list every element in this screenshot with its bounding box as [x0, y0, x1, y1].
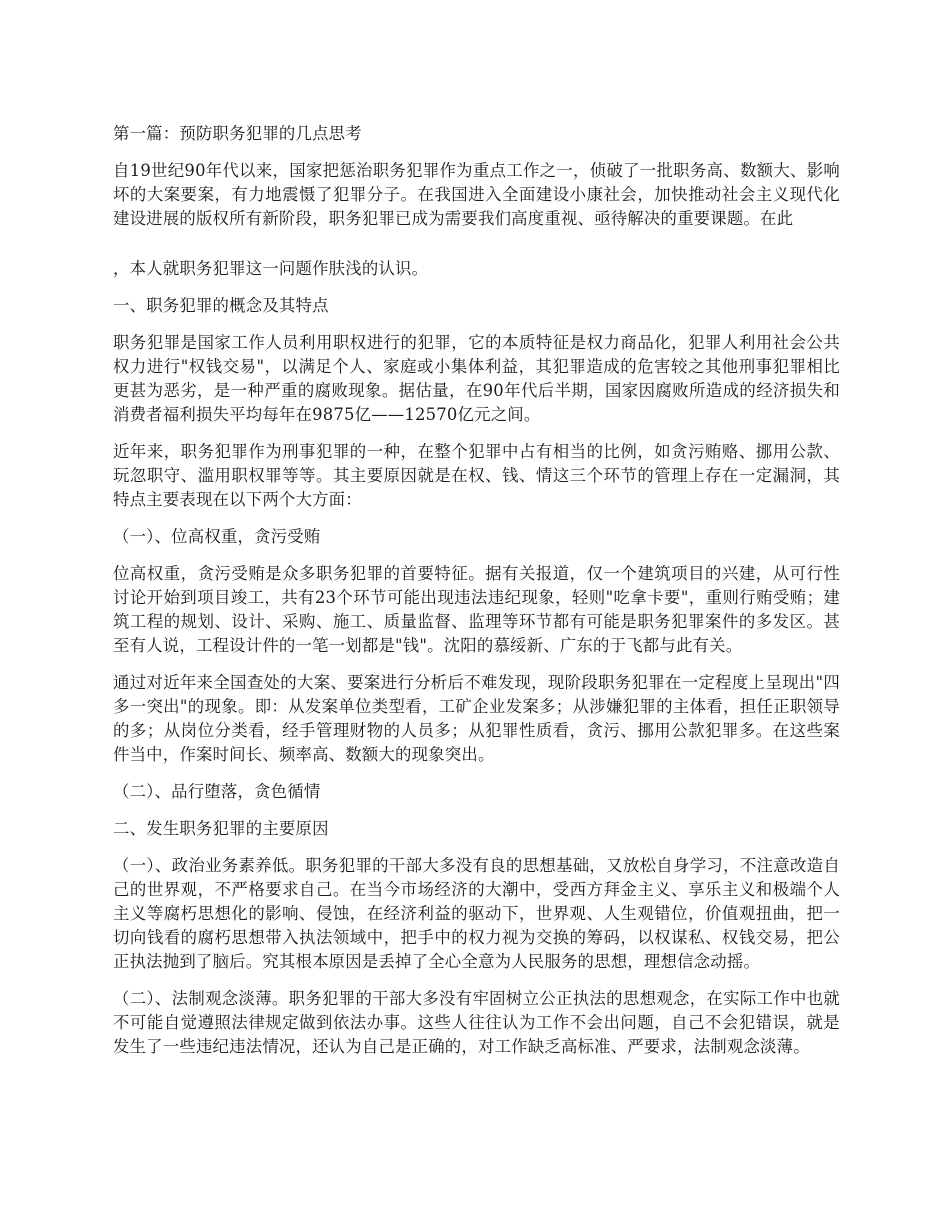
section-heading-1: 一、职务犯罪的概念及其特点 — [113, 296, 329, 315]
subheading-1-2: （二）、品行堕落，贪色循情 — [113, 782, 321, 801]
paragraph-intro: 自19世纪90年代以来，国家把惩治职务犯罪作为重点工作之一，侦破了一批职务高、数额大、影响坏的大案要案，有力地震慑了犯罪分子。在我国进入全面建设小康社会，加快推动社会主义现代化建设进展的版权所有新阶段，职务犯罪已成为需要我们高度重视、亟待解决的重要课题。在此 — [113, 161, 840, 228]
paragraph-intro-continued: ，本人就职务犯罪这一问题作肤浅的认识。 — [113, 259, 429, 278]
section-heading-2: 二、发生职务犯罪的主要原因 — [113, 819, 329, 838]
paragraph-cause-1: （一）、政治业务素养低。职务犯罪的干部大多没有良的思想基础，又放松自身学习，不注意改造自己的世界观，不严格要求自己。在当今市场经济的大潮中，受西方拜金主义、享乐主义和极端个人主义等腐朽思想化的影响、侵蚀，在经济利益的驱动下，世界观、人生观错位，价值观扭曲，把一切向钱看的腐朽思想带入执法领域中，把手中的权力视为交换的筹码，以权谋私、权钱交易，把公正执法抛到了脑后。究其根本原因是丢掉了全心全意为人民服务的思想，理想信念动摇。 — [113, 856, 840, 971]
paragraph-definition: 职务犯罪是国家工作人员利用职权进行的犯罪，它的本质特征是权力商品化，犯罪人利用社会公共权力进行"权钱交易"，以满足个人、家庭或小集体利益，其犯罪造成的危害较之其他刑事犯罪相比更甚为恶劣，是一种严重的腐败现象。据估量，在90年代后半期，国家因腐败所造成的经济损失和消费者福利损失平均每年在9875亿——12570亿元之间。 — [113, 333, 840, 424]
subheading-1-1: （一）、位高权重，贪污受贿 — [113, 527, 321, 546]
paragraph-four-more-one-prominent: 通过对近年来全国查处的大案、要案进行分析后不难发现，现阶段职务犯罪在一定程度上呈现出"四多一突出"的现象。即：从发案单位类型看，工矿企业发案多；从涉嫌犯罪的主体看，担任正职领导的多；从岗位分类看，经手管理财物的人员多；从犯罪性质看，贪污、挪用公款犯罪多。在这些案件当中，作案时间长、频率高、数额大的现象突出。 — [113, 673, 840, 764]
paragraph-cause-2: （二）、法制观念淡薄。职务犯罪的干部大多没有牢固树立公正执法的思想观念，在实际工作中也就不可能自觉遵照法律规定做到依法办事。这些人往往认为工作不会出问题，自己不会犯错误，就是发生了一些违纪违法情况，还认为自己是正确的，对工作缺乏高标准、严要求，法制观念淡薄。 — [113, 989, 840, 1056]
document-title: 第一篇：预防职务犯罪的几点思考 — [113, 124, 362, 143]
document-page — [113, 122, 840, 1059]
paragraph-recent-years: 近年来，职务犯罪作为刑事犯罪的一种，在整个犯罪中占有相当的比例，如贪污贿赂、挪用公款、玩忽职守、滥用职权罪等等。其主要原因就是在权、钱、情这三个环节的管理上存在一定漏洞，其特点主要表现在以下两个大方面： — [113, 442, 840, 509]
paragraph-high-position: 位高权重，贪污受贿是众多职务犯罪的首要特征。据有关报道，仅一个建筑项目的兴建，从可行性讨论开始到项目竣工，共有23个环节可能出现违法违纪现象，轻则"吃拿卡要"，重则行贿受贿；建筑工程的规划、设计、采购、施工、质量监督、监理等环节都有可能是职务犯罪案件的多发区。甚至有人说，工程设计件的一笔一划都是"钱"。沈阳的慕绥新、广东的于飞都与此有关。 — [113, 564, 840, 655]
